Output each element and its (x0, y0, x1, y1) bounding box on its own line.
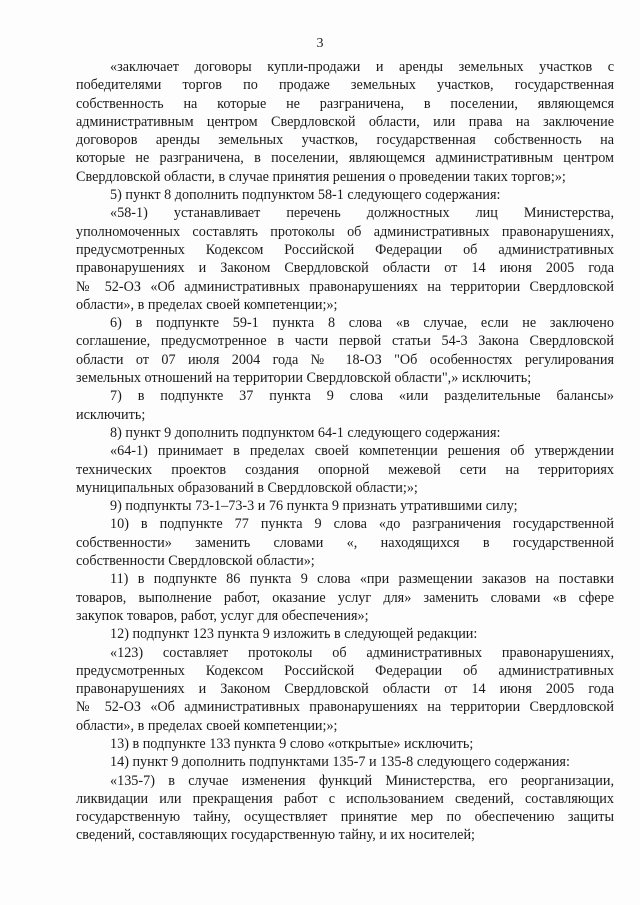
text-line: 7) в подпункте 37 пункта 9 слова «или разделительные балансы» (110, 388, 614, 405)
text-line: «58-1) устанавливает перечень должностных лиц Министерства, (110, 205, 614, 222)
text-line: собственности» заменить словами «, находящихся в государственной (76, 534, 614, 551)
text-line: № 52-ОЗ «Об административных правонарушениях на территории Свердловской (76, 699, 614, 716)
page-number: 3 (316, 36, 324, 51)
text-line: 10) в подпункте 77 пункта 9 слова «до разграничения государственной (110, 516, 614, 533)
text-line: ликвидации или прекращения работ с использованием сведений, составляющих (76, 790, 614, 807)
text-line: 13) в подпункте 133 пункта 9 слово «открытые» исключить; (110, 735, 474, 752)
text-line: 11) в подпункте 86 пункта 9 слова «при размещении заказов на поставки (110, 571, 614, 588)
text-line: соглашение, предусмотренное в части первой статьи 54-3 Закона Свердловской (76, 333, 614, 350)
text-line: правонарушениях и Законом Свердловской области от 14 июня 2005 года (76, 681, 614, 698)
text-line: «123) составляет протоколы об административных правонарушениях, (110, 644, 614, 661)
text-line: уполномоченных составлять протоколы об административных правонарушениях, (76, 223, 614, 240)
text-line: договоров аренды земельных участков, государственная собственность на (76, 132, 614, 149)
text-line: государственную тайну, осуществляет принятие мер по обеспечению защиты (76, 809, 614, 826)
text-line: 14) пункт 9 дополнить подпунктами 135-7 и 135-8 следующего содержания: (110, 754, 570, 771)
text-line: «заключает договоры купли-продажи и аренды земельных участков с (110, 59, 614, 75)
text-line: предусмотренных Кодексом Российской Федерации об административных (76, 241, 614, 258)
text-line: № 52-ОЗ «Об административных правонарушениях на территории Свердловской (76, 278, 614, 295)
text-line: предусмотренных Кодексом Российской Федерации об административных (76, 662, 614, 679)
text-line: Свердловской области, в случае принятия решения о проведении таких торгов;»; (76, 168, 566, 185)
text-line: собственность на которые не разграничена, в поселении, являющемся (76, 95, 614, 112)
text-line: которые не разграничена, в поселении, являющемся административным центром (76, 150, 614, 167)
text-line: муниципальных образований в Свердловской области;»; (76, 479, 418, 496)
text-line: победителями торгов по продаже земельных участков, государственная (76, 77, 614, 94)
text-line: 5) пункт 8 дополнить подпунктом 58-1 следующего содержания: (110, 187, 501, 204)
document-body (76, 58, 614, 845)
text-line: области от 07 июля 2004 года № 18-ОЗ "Об особенностях регулирования (76, 351, 614, 368)
text-line: закупок товаров, работ, услуг для обеспечения»; (76, 607, 369, 624)
text-line: 12) подпункт 123 пункта 9 изложить в следующей редакции: (110, 626, 478, 643)
text-line: сведений, составляющих государственную тайну, и их носителей; (76, 827, 475, 844)
text-line: 9) подпункты 73-1–73-3 и 76 пункта 9 признать утратившими силу; (110, 498, 518, 515)
text-line: земельных отношений на территории Свердловской области",» исключить; (76, 370, 532, 387)
text-line: товаров, выполнение работ, оказание услуг для» заменить словами «в сфере (76, 589, 614, 606)
text-line: 8) пункт 9 дополнить подпунктом 64-1 следующего содержания: (110, 424, 501, 441)
text-line: технических проектов создания опорной межевой сети на территориях (76, 461, 614, 478)
text-line: «64-1) принимает в пределах своей компетенции решения об утверждении (110, 443, 614, 460)
text-line: собственности Свердловской области»; (76, 553, 315, 570)
text-line: области», в пределах своей компетенции;»; (76, 717, 338, 734)
text-line: правонарушениях и Законом Свердловской области от 14 июня 2005 года (76, 260, 614, 277)
text-line: «135-7) в случае изменения функций Министерства, его реорганизации, (110, 772, 614, 789)
text-line: 6) в подпункте 59-1 пункта 8 слова «в случае, если не заключено (110, 315, 614, 332)
text-line: исключить; (76, 406, 146, 423)
text-line: области», в пределах своей компетенции;»; (76, 296, 338, 313)
text-line: административным центром Свердловской области, или права на заключение (76, 113, 614, 130)
